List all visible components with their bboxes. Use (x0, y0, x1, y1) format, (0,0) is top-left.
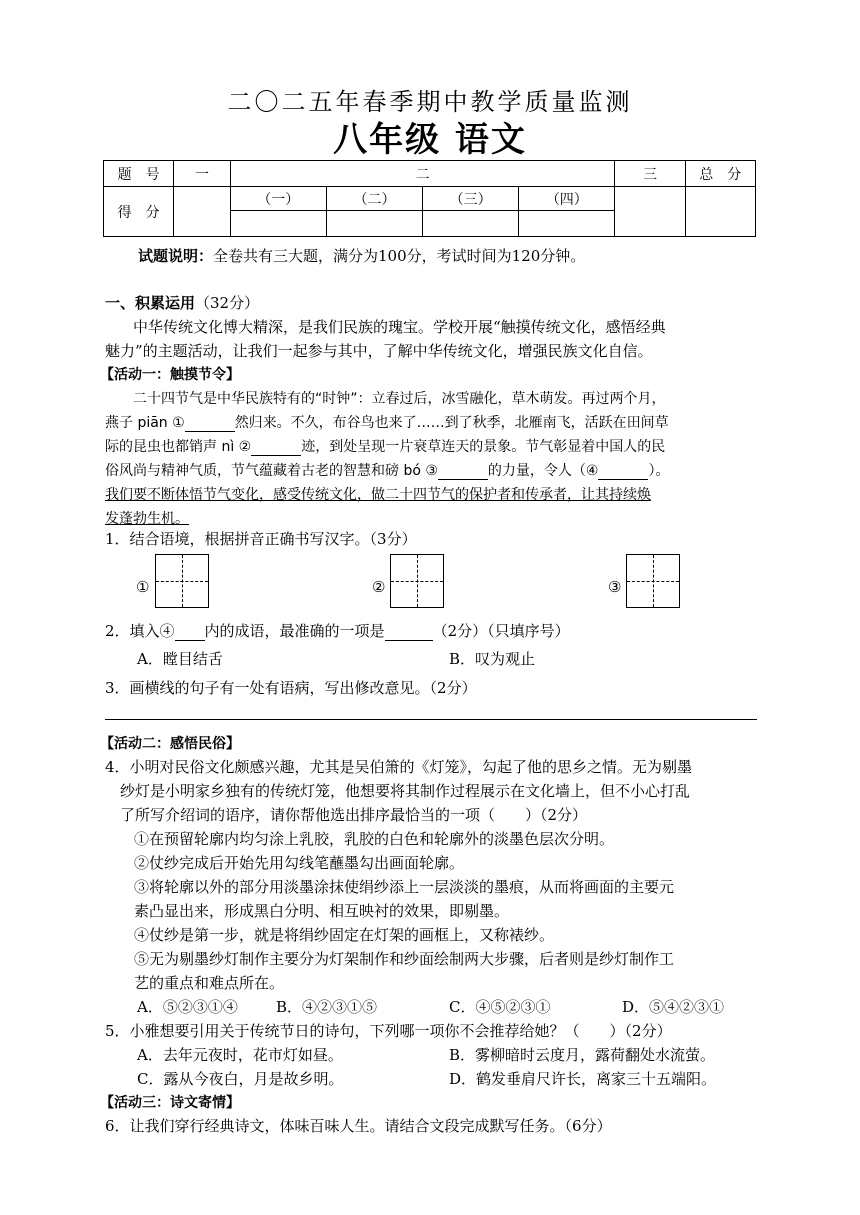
q4-option-b[interactable]: B．④②③①⑤ (276, 998, 378, 1016)
q4-option-a[interactable]: A．⑤②③①④ (137, 998, 238, 1016)
sub-3: （三） (423, 187, 519, 211)
q4-sentence-2: ②仗纱完成后开始先用勾线笔蘸墨勾出画面轮廓。 (134, 854, 465, 872)
q5-option-d[interactable]: D．鹤发垂肩尺许长，离家三十五端阳。 (449, 1070, 717, 1088)
activity3-title: 【活动三：诗文寄情】 (100, 1095, 240, 1111)
q5-option-a[interactable]: A．去年元夜时，花市灯如昼。 (137, 1046, 343, 1064)
q4-sentence-5a: ⑤无为剔墨纱灯制作主要分为灯架制作和纱面绘制两大步骤，后者则是纱灯制作工 (134, 950, 675, 968)
header-three: 三 (615, 161, 685, 187)
activity1-underlined-1: 我们要不断体悟节气变化，感受传统文化，做二十四节气的保护者和传承者，让其持续焕 (105, 487, 651, 503)
q5-text: 5．小雅想要引用关于传统节日的诗句，下列哪一项你不会推荐给她？（ ）（2分） (105, 1022, 672, 1040)
header-tihao: 题 号 (104, 161, 174, 187)
blank-q2-b[interactable] (385, 622, 433, 641)
score-table (103, 160, 756, 237)
q4-sentence-5b: 艺的重点和难点所在。 (134, 974, 285, 992)
header-total: 总 分 (685, 161, 755, 187)
blank-q2-a[interactable] (175, 622, 205, 641)
activity1-underlined-2: 发蓬勃生机。 (105, 511, 189, 527)
score-cell-one[interactable] (174, 187, 230, 237)
score-cell-three[interactable] (615, 187, 685, 237)
q2-text: 2．填入④ 内的成语，最准确的一项是 （2分）（只填序号） (105, 622, 570, 640)
score-cell-sub1[interactable] (230, 211, 326, 237)
exam-subtitle: 八年级 语文 (333, 120, 527, 160)
sub-2: （二） (326, 187, 422, 211)
q2-option-a[interactable]: A．瞠目结舌 (137, 650, 223, 668)
activity1-line-4: 俗风尚与精神气质，节气蕴藏着古老的智慧和磅 bó ③ 的力量，令人（④ ）。 (105, 463, 670, 479)
q5-option-b[interactable]: B．雾柳暗时云度月，露荷翻处水流萤。 (449, 1046, 716, 1064)
q4-sentence-3a: ③将轮廓以外的部分用淡墨涂抹使绢纱添上一层淡淡的墨痕，从而将画面的主要元 (134, 878, 675, 896)
activity1-line-2: 燕子 piān ① 然归来。不久，布谷鸟也来了……到了秋季，北雁南飞，活跃在田间草 (105, 415, 669, 431)
header-two: 二 (230, 161, 615, 187)
activity1-title: 【活动一：触摸节令】 (100, 367, 240, 383)
q3-answer-line[interactable] (105, 719, 757, 720)
grid-label-1: ① (136, 578, 150, 596)
sub-1: （一） (230, 187, 326, 211)
activity1-line-1: 二十四节气是中华民族特有的“时钟”：立春过后，冰雪融化，草木萌发。再过两个月， (133, 391, 666, 407)
activity1-line-3: 际的昆虫也都销声 nì ② 迹，到处呈现一片衰草连天的景象。节气彰显着中国人的民 (105, 439, 666, 455)
q1-text: 1．结合语境，根据拼音正确书写汉字。（3分） (105, 530, 417, 548)
instructions: 试题说明：全卷共有三大题，满分为100分，考试时间为120分钟。 (138, 247, 586, 265)
q4-line-1: 4．小明对民俗文化颇感兴趣，尤其是吴伯箫的《灯笼》，勾起了他的思乡之情。无为剔墨 (105, 758, 693, 776)
q4-option-c[interactable]: C．④⑤②③① (449, 998, 551, 1016)
writing-grid-3[interactable] (626, 554, 680, 608)
score-cell-sub2[interactable] (326, 211, 422, 237)
exam-title: 二〇二五年春季期中教学质量监测 (227, 88, 633, 116)
row-defen: 得 分 (104, 187, 174, 237)
blank-1[interactable] (185, 415, 235, 432)
writing-grid-2[interactable] (390, 554, 444, 608)
grid-label-3: ③ (608, 578, 622, 596)
score-cell-sub4[interactable] (519, 211, 615, 237)
q4-sentence-1: ①在预留轮廓内均匀涂上乳胶，乳胶的白色和轮廓外的淡墨色层次分明。 (134, 830, 615, 848)
sub-4: （四） (519, 187, 615, 211)
score-cell-sub3[interactable] (423, 211, 519, 237)
q6-text: 6．让我们穿行经典诗文，体味百味人生。请结合文段完成默写任务。（6分） (105, 1117, 612, 1135)
blank-3[interactable] (438, 463, 488, 480)
activity2-title: 【活动二：感悟民俗】 (100, 736, 240, 752)
q3-text: 3．画横线的句子有一处有语病，写出修改意见。（2分） (105, 679, 477, 697)
grid-label-2: ② (372, 578, 386, 596)
blank-2[interactable] (251, 439, 301, 456)
section1-intro-1: 中华传统文化博大精深，是我们民族的瑰宝。学校开展“触摸传统文化，感悟经典 (133, 318, 666, 336)
q4-line-2: 纱灯是小明家乡独有的传统灯笼，他想要将其制作过程展示在文化墙上，但不小心打乱 (120, 782, 691, 800)
q4-line-3: 了所写介绍词的语序，请你帮他选出排序最恰当的一项（ ）（2分） (120, 806, 588, 824)
blank-4[interactable] (598, 463, 648, 480)
score-cell-total[interactable] (685, 187, 755, 237)
q2-option-b[interactable]: B．叹为观止 (449, 650, 536, 668)
section1-heading: 一、积累运用（32分） (105, 294, 260, 312)
q5-option-c[interactable]: C．露从今夜白，月是故乡明。 (137, 1070, 344, 1088)
section1-intro-2: 魅力”的主题活动，让我们一起参与其中，了解中华传统文化，增强民族文化自信。 (105, 342, 653, 360)
header-one: 一 (174, 161, 230, 187)
writing-grid-1[interactable] (155, 554, 209, 608)
q4-sentence-3b: 素凸显出来，形成黑白分明、相互映衬的效果，即剔墨。 (134, 902, 510, 920)
q4-option-d[interactable]: D．⑤④②③① (622, 998, 725, 1016)
q4-sentence-4: ④仗纱是第一步，就是将绢纱固定在灯架的画框上，又称裱纱。 (134, 926, 555, 944)
